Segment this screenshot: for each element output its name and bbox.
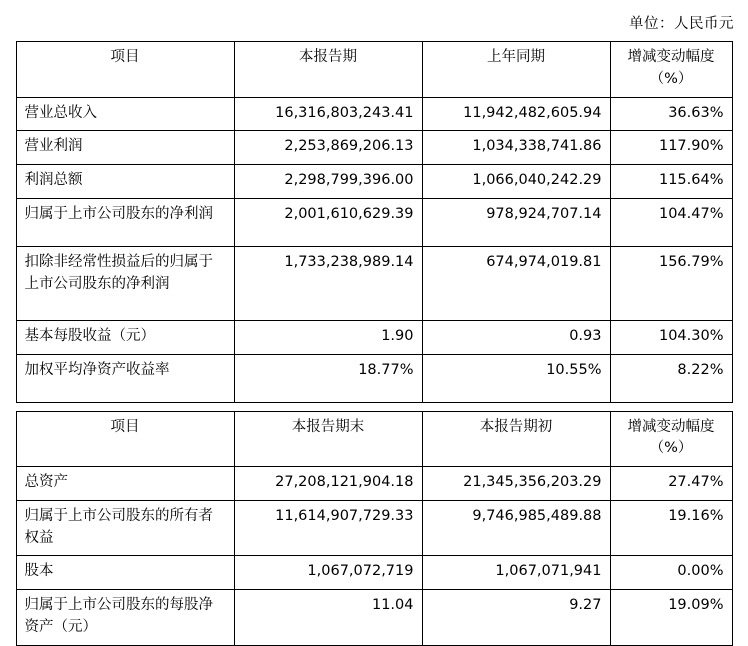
table-row (16, 131, 732, 165)
row-value-period-begin: 1,067,071,941 (422, 556, 610, 590)
header-cell-current: 本报告期 (234, 42, 422, 98)
row-value-change: 36.63% (610, 97, 732, 131)
header-cell-change: 增减变动幅度（%） (610, 42, 732, 98)
row-value-previous: 1,034,338,741.86 (422, 131, 610, 165)
row-value-change: 117.90% (610, 131, 732, 165)
row-value-current: 18.77% (234, 354, 422, 402)
row-value-period-end: 1,067,072,719 (234, 556, 422, 590)
row-value-previous: 674,974,019.81 (422, 246, 610, 320)
row-value-change: 115.64% (610, 165, 732, 199)
row-value-change: 0.00% (610, 556, 732, 590)
row-label: 基本每股收益（元） (16, 320, 234, 354)
row-value-change: 104.47% (610, 198, 732, 246)
header-cell-previous: 上年同期 (422, 42, 610, 98)
table-row (16, 500, 732, 556)
row-value-current: 16,316,803,243.41 (234, 97, 422, 131)
table-header-row (16, 411, 732, 467)
header-cell-item: 项目 (16, 411, 234, 467)
table-row (16, 246, 732, 320)
financial-table-balance (16, 411, 733, 646)
header-cell-change: 增减变动幅度（%） (610, 411, 732, 467)
row-label: 归属于上市公司股东的所有者权益 (16, 500, 234, 556)
row-value-period-end: 11.04 (234, 590, 422, 646)
unit-note: 单位：人民币元 (629, 16, 734, 32)
row-label: 利润总额 (16, 165, 234, 199)
row-value-current: 2,001,610,629.39 (234, 198, 422, 246)
row-label: 归属于上市公司股东的每股净资产（元） (16, 590, 234, 646)
table-row (16, 320, 732, 354)
row-value-current: 1.90 (234, 320, 422, 354)
row-value-change: 19.09% (610, 590, 732, 646)
table-row (16, 354, 732, 402)
financial-table-period (16, 41, 733, 403)
table-row (16, 556, 732, 590)
row-value-change: 27.47% (610, 467, 732, 501)
row-label: 总资产 (16, 467, 234, 501)
header-cell-item: 项目 (16, 42, 234, 98)
row-value-current: 1,733,238,989.14 (234, 246, 422, 320)
row-value-previous: 1,066,040,242.29 (422, 165, 610, 199)
header-cell-period-begin: 本报告期初 (422, 411, 610, 467)
header-cell-period-end: 本报告期末 (234, 411, 422, 467)
row-value-current: 2,253,869,206.13 (234, 131, 422, 165)
row-label: 扣除非经常性损益后的归属于上市公司股东的净利润 (16, 246, 234, 320)
row-value-previous: 0.93 (422, 320, 610, 354)
table-row (16, 467, 732, 501)
row-value-change: 19.16% (610, 500, 732, 556)
table-separator (0, 403, 748, 411)
row-label: 归属于上市公司股东的净利润 (16, 198, 234, 246)
row-value-change: 156.79% (610, 246, 732, 320)
table-row (16, 198, 732, 246)
row-value-change: 104.30% (610, 320, 732, 354)
row-value-previous: 11,942,482,605.94 (422, 97, 610, 131)
row-value-period-end: 27,208,121,904.18 (234, 467, 422, 501)
row-value-change: 8.22% (610, 354, 732, 402)
table-header-row (16, 42, 732, 98)
row-label: 营业利润 (16, 131, 234, 165)
table-row (16, 590, 732, 646)
row-value-period-begin: 9,746,985,489.88 (422, 500, 610, 556)
row-value-period-begin: 9.27 (422, 590, 610, 646)
table-row (16, 97, 732, 131)
row-label: 营业总收入 (16, 97, 234, 131)
row-value-current: 2,298,799,396.00 (234, 165, 422, 199)
row-label: 股本 (16, 556, 234, 590)
row-value-previous: 10.55% (422, 354, 610, 402)
row-value-period-end: 11,614,907,729.33 (234, 500, 422, 556)
row-value-period-begin: 21,345,356,203.29 (422, 467, 610, 501)
row-label: 加权平均净资产收益率 (16, 354, 234, 402)
row-value-previous: 978,924,707.14 (422, 198, 610, 246)
table-row (16, 165, 732, 199)
